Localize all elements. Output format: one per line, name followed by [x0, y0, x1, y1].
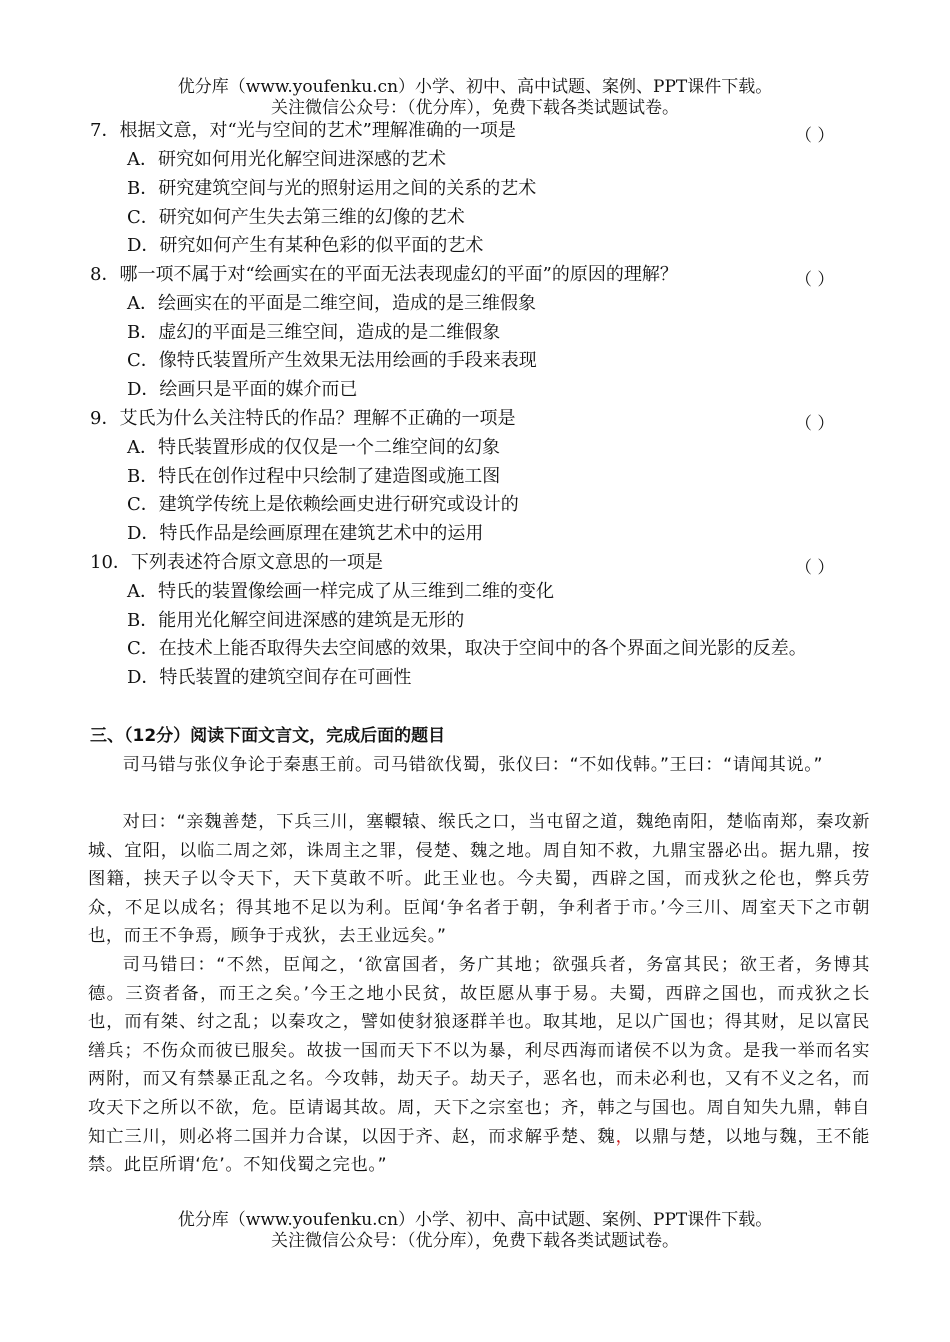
- answer-blank-8: （ ）: [795, 270, 835, 290]
- question-7-option-d: D．研究如何产生有某种色彩的似平面的艺术: [127, 235, 484, 256]
- passage-paragraph-2: 对曰：“亲魏善楚，下兵三川，塞轘辕、缑氏之口，当屯留之道，魏绝南阳，楚临南郑，秦攻新城、宜阳，以临二周之郊，诛周主之罪，侵楚、魏之地。周自知不救，九鼎宝器必出。据九鼎，按图籍，挟天子以令天下，天下莫敢不听。此王业也。今夫蜀，西辟之国，而戎狄之伦也，弊兵劳众，不足以成名；得其地不足以为利。臣闻‘争名者于朝，争利者于市。’今三川、周室天下之市朝也，而王不争焉，顾争于戎狄，去王业远矣。”: [88, 812, 870, 947]
- question-10-option-c: C．在技术上能否取得失去空间感的效果，取决于空间中的各个界面之间光影的反差。: [127, 638, 807, 659]
- question-10-stem: 10．下列表述符合原文意思的一项是: [90, 552, 383, 573]
- question-10-option-b: B．能用光化解空间进深感的建筑是无形的: [127, 610, 465, 631]
- footer-banner: [0, 1210, 950, 1252]
- question-9-option-a: A．特氏装置形成的仅仅是一个二维空间的幻象: [127, 437, 500, 458]
- question-8-option-b: B．虚幻的平面是三维空间，造成的是二维假象: [127, 322, 501, 343]
- question-8-stem: 8．哪一项不属于对“绘画实在的平面无法表现虚幻的平面”的原因的理解？: [90, 264, 678, 285]
- question-7-option-a: A．研究如何用光化解空间进深感的艺术: [127, 149, 446, 170]
- passage-paragraph-3-main: 司马错曰：“不然，臣闻之，‘欲富国者，务广其地；欲强兵者，务富其民；欲王者，务博其德。三资者备，而王之矣。’今王之地小民贫，故臣愿从事于易。夫蜀，西辟之国也，而戎狄之长也，而有桀、纣之乱；以秦攻之，譬如使豺狼逐群羊也。取其地，足以广国也；得其财，足以富民缮兵；不伤众而彼已服矣。故拔一国而天下不以为暴，利尽西海而诸侯不以为贪。是我一举而名实两附，而又有禁暴正乱之名。今攻韩，劫天子。劫天子，恶名也，而未必利也，又有不义之名，而攻天下之所以不欲，危。臣请谒其故。周，天下之宗室也；齐，韩之与国也。周自知失九鼎，韩自知亡三川，则必将二国并力合谋，以因于齐、赵，而求解乎楚、魏: [88, 955, 870, 1147]
- question-7-stem: 7．根据文意，对“光与空间的艺术”理解准确的一项是: [90, 120, 516, 141]
- section-3-heading: 三、（12分）阅读下面文言文，完成后面的题目: [90, 726, 446, 746]
- footer-line-1: 优分库（www.youfenku.cn）小学、初中、高中试题、案例、PPT课件下载。: [177, 1210, 773, 1230]
- header-line-1: 优分库（www.youfenku.cn）小学、初中、高中试题、案例、PPT课件下载。: [177, 77, 773, 97]
- question-8-option-c: C．像特氏装置所产生效果无法用绘画的手段来表现: [127, 350, 537, 371]
- question-7-option-c: C．研究如何产生失去第三维的幻像的艺术: [127, 207, 465, 228]
- passage-paragraph-3: [88, 951, 870, 1180]
- passage-paragraph-3-end: 以鼎与楚，以地与魏，王不能禁。此臣所谓‘危’。不知伐蜀之完也。”: [88, 1126, 870, 1176]
- header-line-2: 关注微信公众号：（优分库），免费下载各类试题试卷。: [271, 98, 679, 118]
- answer-blank-9: （ ）: [795, 414, 835, 434]
- question-7-option-b: B．研究建筑空间与光的照射运用之间的关系的艺术: [127, 178, 537, 199]
- question-10-option-d: D．特氏装置的建筑空间存在可画性: [127, 667, 412, 688]
- question-10-option-a: A．特氏的装置像绘画一样完成了从三维到二维的变化: [127, 581, 554, 602]
- question-8-option-a: A．绘画实在的平面是二维空间，造成的是三维假象: [127, 293, 536, 314]
- answer-blank-7: （ ）: [795, 126, 835, 146]
- question-8-option-d: D．绘画只是平面的媒介而已: [127, 379, 358, 400]
- passage-paragraph-1: 司马错与张仪争论于秦惠王前。司马错欲伐蜀，张仪曰：“不如伐韩。”王曰：“请闻其说。”: [122, 755, 824, 775]
- red-comma-mark: ，: [615, 1126, 634, 1147]
- question-9-stem: 9．艾氏为什么关注特氏的作品？理解不正确的一项是: [90, 408, 516, 429]
- header-banner: [0, 77, 950, 119]
- question-9-option-c: C．建筑学传统上是依赖绘画史进行研究或设计的: [127, 494, 519, 515]
- question-9-option-b: B．特氏在创作过程中只绘制了建造图或施工图: [127, 466, 501, 487]
- answer-blank-10: （ ）: [795, 558, 835, 578]
- question-9-option-d: D．特氏作品是绘画原理在建筑艺术中的运用: [127, 523, 484, 544]
- footer-line-2: 关注微信公众号：（优分库），免费下载各类试题试卷。: [271, 1231, 679, 1251]
